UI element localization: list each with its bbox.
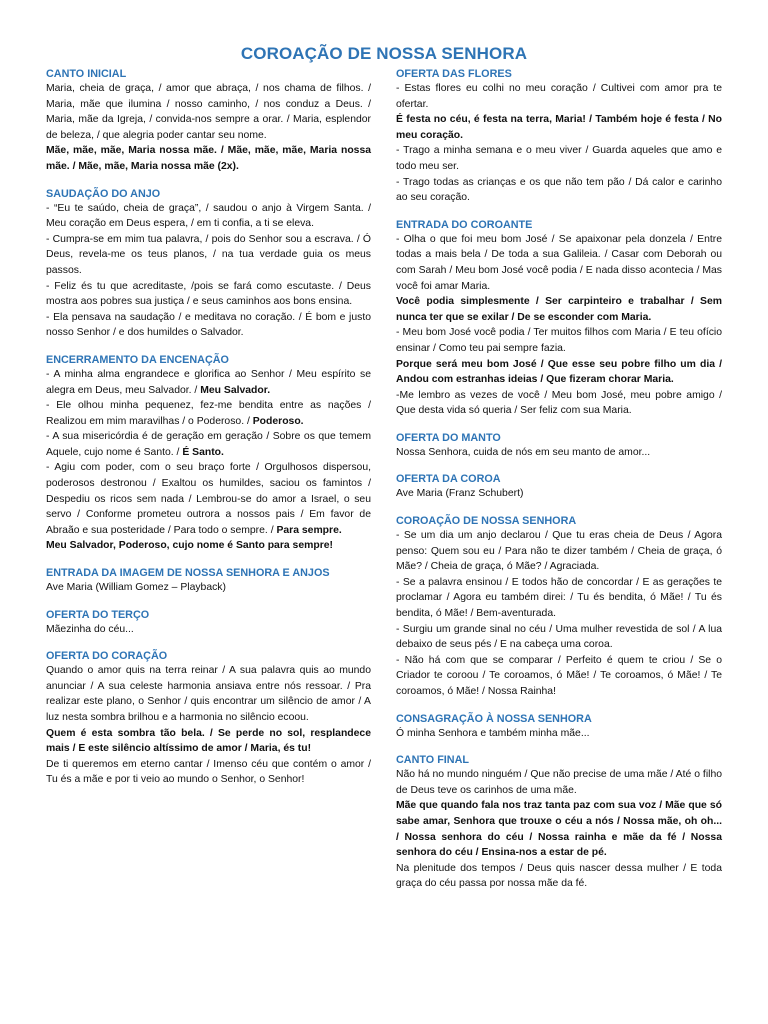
lyric-paragraph — [46, 538, 371, 554]
text: - Se a palavra ensinou / E todos hão de concordar / E as gerações te proclamar / Agora eu também direi: / Tu és bendita, ó Mãe! / Tu és bendita, ó Mãe! / Bem-aventurada. — [396, 576, 722, 620]
text: - Trago todas as crianças e os que não tem pão / Dá calor e carinho ao seu coração. — [396, 176, 722, 204]
lyric-paragraph — [46, 143, 371, 174]
lyric-paragraph — [46, 460, 371, 538]
section-heading: CONSAGRAÇÃO À NOSSA SENHORA — [396, 712, 592, 725]
bold-text: É Santo. — [182, 446, 224, 458]
text: - Agiu com poder, com o seu braço forte / Orgulhosos dispersou, poderosos destronou / Exaltou os humildes, saciou os famintos / Despediu os ricos sem nada / Lembrou-se do amor a Israel, o seu servo / Conforme prometeu outrora a nossos pais / Em favor de Abraão e sua posteridade / Para todo o sempre. / — [46, 462, 371, 536]
lyric-paragraph — [396, 388, 722, 419]
text: -Me lembro as vezes de você / Meu bom José, meu pobre amigo / Que desta vida só queria / Ser feliz com sua Maria. — [396, 389, 722, 417]
lyric-paragraph — [396, 486, 722, 502]
lyric-paragraph — [46, 580, 371, 596]
section-heading: CANTO FINAL — [396, 754, 469, 767]
text: Ave Maria (Franz Schubert) — [396, 488, 524, 500]
text: De ti queremos em eterno cantar / Imenso céu que contém o amor / Tu és a mãe e por ti veio ao mundo o Senhor, o Senhor! — [46, 758, 371, 786]
lyric-paragraph — [396, 294, 722, 325]
bold-text: Você podia simplesmente / Ser carpinteiro e trabalhar / Sem nunca ter que se exilar / De se esconder com Maria. — [396, 296, 722, 323]
text: - Estas flores eu colhi no meu coração / Cultivei com amor pra te ofertar. — [396, 83, 722, 110]
section-heading: ENTRADA DO COROANTE — [396, 218, 533, 231]
text: - Cumpra-se em mim tua palavra, / pois do Senhor sou a escrava. / Ó Deus, revela-me os teus planos, / na tua verdade guia os meus passos. — [46, 233, 371, 276]
lyric-paragraph — [46, 663, 371, 725]
section-saudacao-do-anjo — [46, 187, 371, 341]
bold-text: Poderoso. — [252, 415, 304, 427]
section-heading: OFERTA DO CORAÇÃO — [46, 650, 168, 663]
lyric-paragraph — [396, 232, 722, 294]
lyric-paragraph — [46, 81, 371, 143]
lyric-paragraph — [396, 861, 722, 892]
section-heading: OFERTA DA COROA — [396, 473, 501, 486]
text: - Olha o que foi meu bom José / Se apaixonar pela donzela / Entre todas a mais bela / De toda a sua Galileia. / Casar com Deborah ou com Sarah / Meu bom José você podia / E nada disso acontecia / Mas você foi amar Maria. — [396, 233, 722, 292]
lyric-paragraph — [396, 112, 722, 143]
text: - A sua misericórdia é de geração em geração / Sobre os que temem Aquele, cujo nome é Santo. / — [46, 431, 371, 458]
text: - Não há com que se comparar / Perfeito é quem te criou / Se o Criador te coroou / Te coroamos, ó Mãe! / Te coroamos, ó Mãe! / Te coroamos, ó Mãe! / Nossa Rainha! — [396, 654, 722, 697]
left-column — [46, 67, 371, 800]
lyric-paragraph — [396, 726, 722, 742]
lyric-paragraph — [46, 429, 371, 460]
bold-text: Meu Salvador. — [200, 384, 271, 396]
bold-text: Mãe, mãe, mãe, Maria nossa mãe. / Mãe, mãe, mãe, Maria nossa mãe. / Mãe, mãe, Maria nossa mãe (2x). — [46, 145, 371, 172]
lyric-paragraph — [396, 528, 722, 575]
text: Mãezinha do céu... — [46, 623, 134, 635]
text: - Trago a minha semana e o meu viver / Guarda aqueles que amo e todo meu ser. — [396, 145, 722, 172]
section-canto-final — [396, 753, 722, 892]
page-title: COROAÇÃO DE NOSSA SENHORA — [240, 44, 528, 63]
section-oferta-das-flores — [396, 67, 722, 206]
section-heading: OFERTA DO MANTO — [396, 431, 501, 444]
section-entrada-do-coroante — [396, 218, 722, 419]
text: - “Eu te saúdo, cheia de graça”, / saudou o anjo à Virgem Santa. / Meu coração em Deus espera, / em ti confia, a ti se eleva. — [46, 202, 371, 230]
section-oferta-do-coracao — [46, 649, 371, 788]
section-heading: SAUDAÇÃO DO ANJO — [46, 187, 161, 200]
section-heading: COROAÇÃO DE NOSSA SENHORA — [396, 515, 577, 528]
lyric-paragraph — [46, 398, 371, 429]
bold-text: Quem é esta sombra tão bela. / Se perde no sol, resplandece mais / E este silêncio altíssimo de amor / Maria, és tu! — [46, 727, 371, 755]
lyric-paragraph — [396, 575, 722, 622]
lyric-paragraph — [396, 622, 722, 653]
section-heading: ENTRADA DA IMAGEM DE NOSSA SENHORA E ANJOS — [46, 567, 330, 580]
section-oferta-do-manto — [396, 431, 722, 461]
lyric-paragraph — [396, 325, 722, 356]
lyric-paragraph — [46, 757, 371, 788]
text: - Se um dia um anjo declarou / Que tu eras cheia de Deus / Agora penso: Quem sou eu / Para não te dizer também / Cheia de graça, ó Mãe? / Cheia de graça, ó Mãe? / Agraciada. — [396, 530, 722, 573]
section-oferta-da-coroa — [396, 472, 722, 502]
text: - Feliz és tu que acreditaste, /pois se fará como escutaste. / Deus mostra aos pobres sua justiça / e seus caminhos aos bons ensina. — [46, 280, 371, 308]
lyric-paragraph — [46, 201, 371, 232]
text: Na plenitude dos tempos / Deus quis nascer dessa mulher / E toda graça do céu passa por nossa mãe da fé. — [396, 862, 722, 890]
text: Ave Maria (William Gomez – Playback) — [46, 582, 226, 594]
section-coroacao-de-nossa-senhora — [396, 514, 722, 700]
text: Quando o amor quis na terra reinar / A sua palavra quis ao mundo anunciar / A sua celeste harmonia ansiava entre nós ressoar. / Pra realizar este plano, o Senhor / quis encontrar um silêncio de amor / A luz nesta sombra brilhou e a harmonia no silêncio ecoou. — [46, 665, 371, 723]
lyric-paragraph — [46, 279, 371, 310]
lyric-paragraph — [396, 357, 722, 388]
bold-text: Porque será meu bom José / Que esse seu pobre filho um dia / Andou com estranhas ideias / Que fizeram chorar Maria. — [396, 358, 722, 386]
section-heading: OFERTA DO TERÇO — [46, 608, 150, 621]
text: - Meu bom José você podia / Ter muitos filhos com Maria / E teu ofício ensinar / Como teu pai sempre fazia. — [396, 327, 722, 354]
lyric-paragraph — [46, 232, 371, 279]
text: Ó minha Senhora e também minha mãe... — [396, 727, 590, 739]
lyric-paragraph — [396, 653, 722, 700]
text: - Ele olhou minha pequenez, fez-me bendita entre as nações / Realizou em mim maravilhas / o Poderoso. / — [46, 400, 371, 427]
section-heading: CANTO INICIAL — [46, 68, 127, 80]
text: Não há no mundo ninguém / Que não precise de uma mãe / Até o filho de Deus teve os carinhos de uma mãe. — [396, 769, 722, 796]
bold-text: Meu Salvador, Poderoso, cujo nome é Santo para sempre! — [46, 540, 333, 552]
lyric-paragraph — [396, 81, 722, 112]
section-heading: OFERTA DAS FLORES — [396, 68, 512, 80]
text: - Surgiu um grande sinal no céu / Uma mulher revestida de sol / A lua debaixo de seus pés / E na cabeça uma coroa. — [396, 623, 722, 651]
lyric-paragraph — [46, 726, 371, 757]
bold-text: É festa no céu, é festa na terra, Maria! / Também hoje é festa / No meu coração. — [396, 114, 722, 141]
lyric-paragraph — [396, 143, 722, 174]
text: Nossa Senhora, cuida de nós em seu manto de amor... — [396, 446, 651, 458]
section-heading: ENCERRAMENTO DA ENCENAÇÃO — [46, 353, 229, 366]
text: Maria, cheia de graça, / amor que abraça, / nos chama de filhos. / Maria, mãe que ilumina / nosso caminho, / nos conduz a Deus. / Maria, mãe da Igreja, / convida-nos sempre a orar. / Maria, esplendor de beleza, / que alegria poder cantar seu nome. — [46, 83, 371, 141]
lyric-paragraph — [396, 767, 722, 798]
text: - A minha alma engrandece e glorifica ao Senhor / Meu espírito se alegra em Deus, meu Salvador. / — [46, 368, 371, 396]
section-oferta-do-terco — [46, 608, 371, 638]
lyric-paragraph — [396, 798, 722, 860]
lyric-paragraph — [46, 622, 371, 638]
section-consagracao-a-nossa-senhora — [396, 712, 722, 742]
section-canto-inicial — [46, 67, 371, 175]
right-column — [396, 67, 722, 904]
bold-text: Para sempre. — [276, 524, 342, 536]
lyric-paragraph — [396, 445, 722, 461]
lyric-paragraph — [396, 175, 722, 206]
lyric-paragraph — [46, 310, 371, 341]
lyric-paragraph — [46, 367, 371, 398]
section-encerramento-da-encenacao — [46, 353, 371, 554]
text: - Ela pensava na saudação / e meditava no coração. / É bom e justo nosso Senhor / e dos humildes o Salvador. — [46, 311, 371, 339]
section-entrada-da-imagem-de-nossa-senhora-e-anjos — [46, 566, 371, 596]
bold-text: Mãe que quando fala nos traz tanta paz com sua voz / Mãe que só sabe amar, Senhora que trouxe o céu a nós / Nossa mãe, oh oh... / Nossa senhora do céu / Nossa rainha e mãe da fé / Nossa senhora do céu / Ensina-nos a estar de pé. — [396, 800, 722, 859]
